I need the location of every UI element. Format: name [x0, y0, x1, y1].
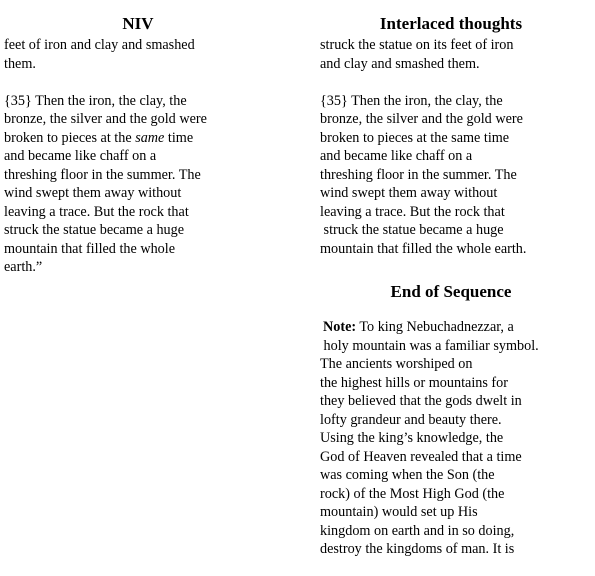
note-line: The ancients worshiped on: [320, 356, 473, 372]
note-first-line: [320, 318, 582, 337]
interlaced-heading: Interlaced thoughts: [379, 14, 523, 33]
interlaced-line: and clay and smashed them.: [320, 55, 480, 72]
niv-line: leaving a trace. But the rock that: [4, 203, 189, 220]
niv-line: bronze, the silver and the gold were: [4, 111, 207, 127]
note-line: rock) of the Most High God (the: [320, 485, 505, 502]
note-label: Note:: [323, 319, 357, 335]
note-line: destroy the kingdoms of man. It is: [320, 541, 515, 557]
niv-line: feet of iron and clay and smashed: [4, 37, 195, 53]
note-line: lofty grandeur and beauty there.: [320, 411, 502, 428]
interlaced-line: bronze, the silver and the gold were: [320, 111, 523, 127]
note-line: they believed that the gods dwelt in: [320, 393, 522, 409]
interlaced-line: struck the statue became a huge: [320, 222, 504, 238]
niv-line: them.: [4, 55, 36, 72]
niv-column: [4, 0, 272, 277]
niv-line: threshing floor in the summer. The: [4, 166, 201, 183]
niv-line: wind swept them away without: [4, 185, 182, 201]
note-line: was coming when the Son (the: [320, 467, 495, 483]
interlaced-line: wind swept them away without: [320, 185, 498, 201]
paragraph-gap: [320, 73, 582, 92]
note-line: mountain) would set up His: [320, 504, 478, 520]
niv-line-start: broken to pieces at the: [4, 129, 136, 146]
interlaced-line: {35} Then the iron, the clay, the: [320, 92, 503, 109]
niv-line-end: time: [164, 129, 194, 146]
niv-line: mountain that filled the whole: [4, 240, 175, 257]
niv-line: earth.”: [4, 259, 43, 275]
interlaced-line: leaving a trace. But the rock that: [320, 203, 505, 220]
note-text: To king Nebuchadnezzar, a: [356, 319, 514, 335]
niv-heading: NIV: [122, 14, 154, 33]
niv-line: struck the statue became a huge: [4, 222, 185, 238]
niv-line: {35} Then the iron, the clay, the: [4, 92, 187, 109]
interlaced-column: [320, 0, 582, 559]
italic-word: same: [135, 129, 165, 146]
interlaced-line: broken to pieces at the same time: [320, 129, 510, 146]
interlaced-line: threshing floor in the summer. The: [320, 166, 517, 183]
note-line: Using the king’s knowledge, the: [320, 430, 504, 446]
end-of-sequence-heading: End of Sequence: [390, 282, 512, 301]
niv-line-italic: [4, 129, 272, 148]
niv-line: and became like chaff on a: [4, 148, 157, 164]
paragraph-gap: [4, 73, 272, 92]
note-line: God of Heaven revealed that a time: [320, 448, 522, 465]
interlaced-line: and became like chaff on a: [320, 148, 473, 164]
interlaced-line: struck the statue on its feet of iron: [320, 37, 514, 53]
note-line: the highest hills or mountains for: [320, 374, 508, 391]
note-line: holy mountain was a familiar symbol.: [320, 337, 539, 354]
note-line: kingdom on earth and in so doing,: [320, 522, 515, 539]
interlaced-line: mountain that filled the whole earth.: [320, 240, 527, 257]
